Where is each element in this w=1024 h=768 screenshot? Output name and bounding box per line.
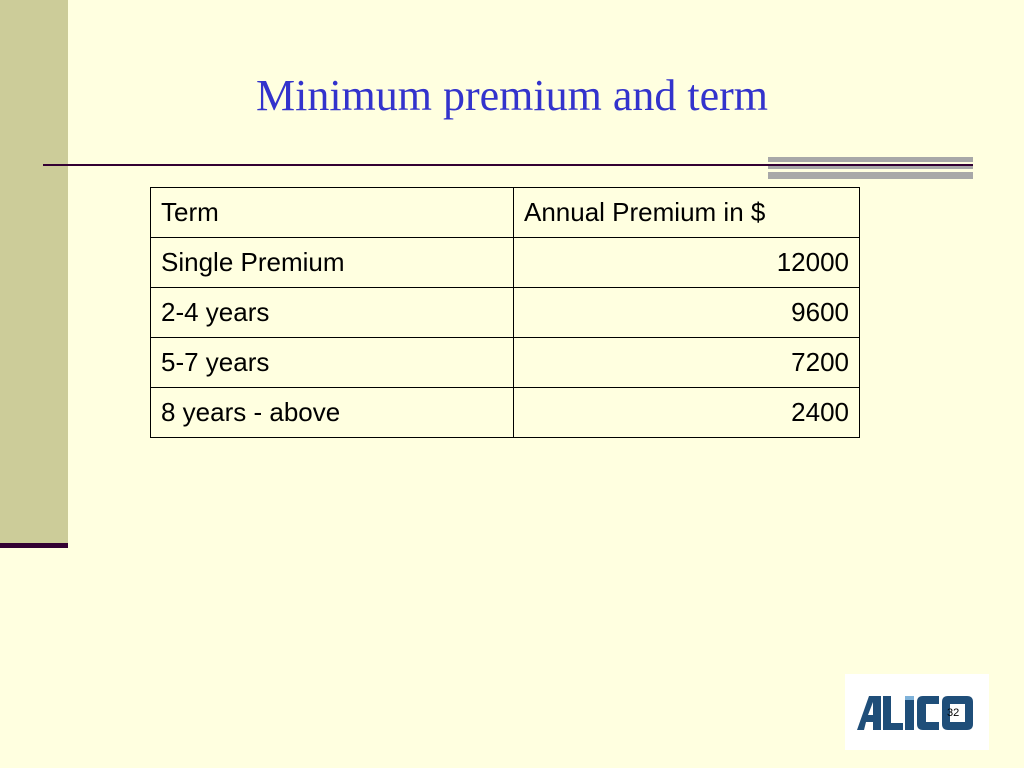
title-rule [43,164,973,166]
cell-premium: 7200 [514,338,860,388]
table-row [151,288,860,338]
cell-premium: 2400 [514,388,860,438]
table-row [151,338,860,388]
page-number: 32 [947,707,960,719]
table-header-row [151,188,860,238]
cell-term: 5-7 years [151,338,514,388]
premium-table [150,187,860,438]
header-term: Term [151,188,514,238]
cell-term: 8 years - above [151,388,514,438]
table-row [151,238,860,288]
left-accent-bar-base [0,543,68,548]
table-row [151,388,860,438]
slide-title: Minimum premium and term [255,71,769,120]
cell-term: 2-4 years [151,288,514,338]
cell-premium: 12000 [514,238,860,288]
cell-term: Single Premium [151,238,514,288]
cell-premium: 9600 [514,288,860,338]
title-rule-gray-stripes [768,157,973,179]
company-logo [845,674,989,750]
header-annual-premium: Annual Premium in $ [514,188,860,238]
